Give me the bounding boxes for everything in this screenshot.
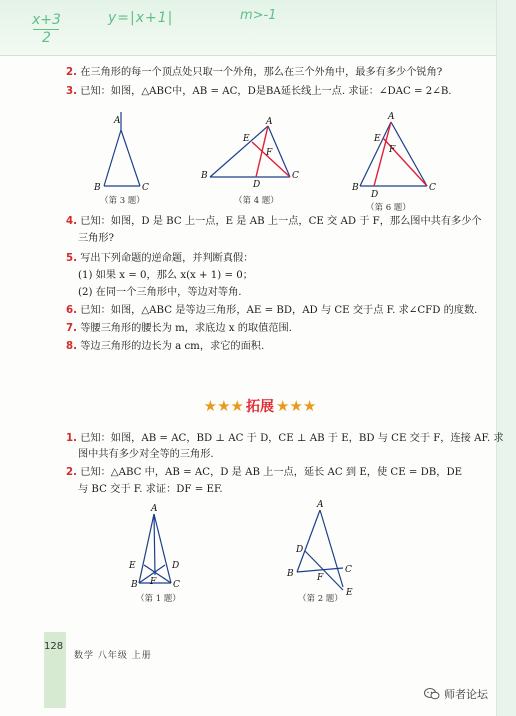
- question-4: [66, 214, 482, 230]
- fig3-label-A: A: [114, 116, 121, 126]
- star-icon: ★★★: [276, 397, 317, 415]
- fig6-label-B: B: [352, 183, 359, 193]
- fig3-label-C: C: [142, 183, 149, 193]
- fig6-label-A: A: [388, 112, 395, 122]
- figure-6-caption: （第 6 题）: [366, 203, 411, 213]
- extension-question-2-continued: 与 BC 交于 F. 求证：DF = EF.: [78, 484, 223, 495]
- fig4-label-D: D: [253, 180, 261, 190]
- watermark-text: 师者论坛: [444, 688, 488, 701]
- question-text: 在三角形的每一个顶点处只取一个外角，那么在三个外角中，最多有多少个锐角?: [80, 67, 443, 78]
- fig3-label-B: B: [94, 183, 101, 193]
- fig4-label-C: C: [292, 171, 299, 181]
- header-band: [0, 0, 516, 56]
- question-text-line-1: 已知：如图，AB = AC，BD ⊥ AC 于 D，CE ⊥ AB 于 E，BD 与 CE 交于 F，连接 AF. 求: [80, 433, 504, 444]
- chalk-fraction: [32, 12, 61, 47]
- question-7: [66, 321, 292, 337]
- extension-question-2: [66, 465, 462, 481]
- ext2-label-E: E: [346, 588, 353, 598]
- ext1-label-B: B: [131, 580, 138, 590]
- ext1-label-E: E: [129, 561, 136, 571]
- question-5-sub-2: (2) 在同一个三角形中，等边对等角.: [78, 287, 242, 298]
- fig6-label-E: E: [374, 134, 381, 144]
- question-text: 等边三角形的边长为 a cm，求它的面积.: [80, 341, 265, 352]
- star-icon: ★★★: [203, 397, 244, 415]
- extension-title: 拓展: [246, 399, 274, 415]
- chalk-equation-2: m>-1: [240, 8, 277, 23]
- fig4-label-F: F: [266, 148, 273, 158]
- ext2-label-B: B: [287, 569, 294, 579]
- question-text: 写出下列命题的逆命题，并判断真假：: [80, 253, 254, 264]
- question-text: 已知：如图，△ABC 是等边三角形，AE = BD，AD 与 CE 交于点 F. 求∠CFD 的度数.: [80, 305, 478, 316]
- chalk-equation-1: y=|x+1|: [108, 10, 174, 26]
- figure-3-caption: （第 3 题）: [100, 196, 145, 206]
- question-number: 4.: [66, 216, 77, 227]
- question-text: 等腰三角形的腰长为 m，求底边 x 的取值范围.: [80, 323, 292, 334]
- ext1-label-F: F: [150, 577, 157, 587]
- chalk-fraction-numerator: x+3: [32, 12, 61, 28]
- ext1-label-C: C: [173, 580, 180, 590]
- question-2: [66, 65, 442, 81]
- ext1-label-D: D: [172, 561, 180, 571]
- question-number: 2.: [66, 67, 77, 78]
- page-edge-strip: [496, 0, 516, 716]
- extension-figure-1-caption: （第 1 题）: [136, 594, 181, 604]
- extension-question-1: [66, 431, 504, 447]
- question-4-continued: 三角形?: [78, 233, 115, 244]
- extension-question-1-continued: 图中共有多少对全等的三角形.: [78, 449, 214, 460]
- question-number: 3.: [66, 86, 77, 97]
- question-text-line-1: 已知：△ABC 中，AB = AC，D 是 AB 上一点，延长 AC 到 E，使 CE = DB，DE: [80, 467, 463, 478]
- fig4-label-A: A: [266, 117, 273, 127]
- question-5-sub-1: (1) 如果 x = 0，那么 x(x + 1) = 0；: [78, 270, 253, 281]
- chalk-fraction-denominator: 2: [42, 30, 51, 46]
- ext2-label-C: C: [345, 565, 352, 575]
- question-8: [66, 339, 264, 355]
- ext1-label-A: A: [151, 504, 158, 514]
- question-number: 2.: [66, 467, 77, 478]
- question-number: 1.: [66, 433, 77, 444]
- fig6-label-F: F: [389, 145, 396, 155]
- question-text-line-1: 已知：如图，D 是 BC 上一点，E 是 AB 上一点，CE 交 AD 于 F，那么图中共有多少个: [80, 216, 482, 227]
- question-number: 7.: [66, 323, 77, 334]
- ext2-label-D: D: [296, 545, 304, 555]
- question-3: [66, 84, 452, 100]
- ext2-label-A: A: [317, 500, 324, 510]
- question-number: 8.: [66, 341, 77, 352]
- chat-bubble-icon: [424, 687, 440, 701]
- question-number: 5.: [66, 253, 77, 264]
- ext2-label-F: F: [317, 573, 324, 583]
- fig4-label-B: B: [201, 171, 208, 181]
- fig6-label-D: D: [371, 190, 379, 200]
- question-text: 已知：如图，△ABC中，AB = AC，D是BA延长线上一点. 求证：∠DAC = 2∠B.: [80, 86, 452, 97]
- question-number: 6.: [66, 305, 77, 316]
- question-5: [66, 251, 253, 267]
- fig4-label-E: E: [243, 134, 250, 144]
- figure-4-caption: （第 4 题）: [234, 196, 279, 206]
- page-number: 128: [44, 641, 64, 652]
- watermark: [424, 686, 488, 702]
- book-title: 数学 八年级 上册: [74, 651, 152, 661]
- fig6-label-C: C: [429, 183, 436, 193]
- extension-figure-2-caption: （第 2 题）: [298, 594, 343, 604]
- question-6: [66, 303, 477, 319]
- extension-heading: [150, 396, 370, 416]
